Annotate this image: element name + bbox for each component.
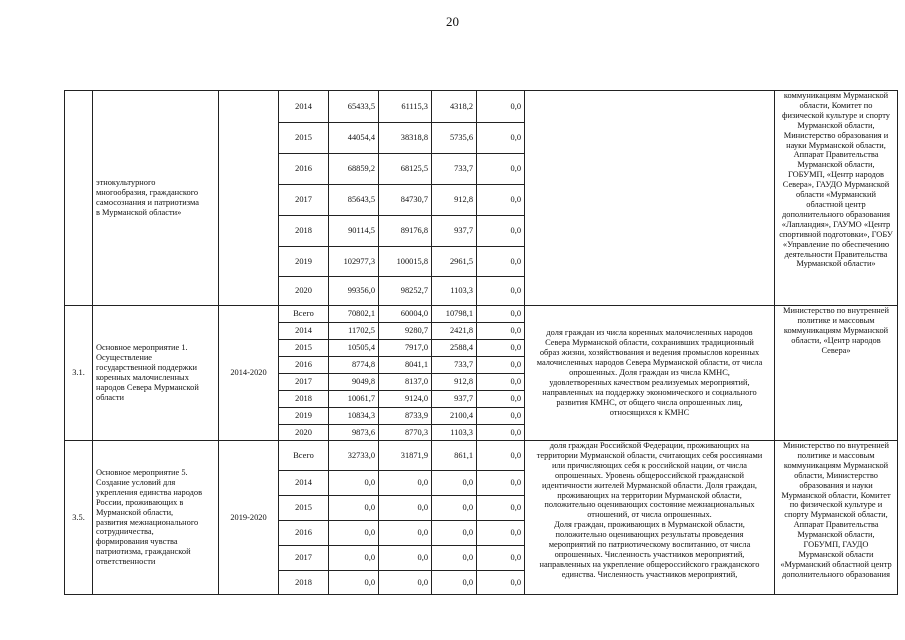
- executor-line: Севера», ГАУДО Мурманской: [782, 180, 890, 190]
- executor-line: политике и массовым: [797, 315, 875, 325]
- total-cell: 68859,2: [329, 154, 379, 185]
- executor-line: «Управление по обеспечению: [782, 239, 890, 249]
- executor-line: политике и массовым: [797, 450, 875, 460]
- executor-line: области «Мурманский: [796, 190, 876, 200]
- federal-budget-cell: 5735,6: [432, 123, 477, 154]
- year-cell: 2014: [279, 471, 329, 496]
- indicator-line: единства. Численность участников мероприятий,: [561, 569, 738, 579]
- executor-line: спортивной подготовки», ГОБУ: [779, 229, 893, 239]
- item-name-line: Осуществление: [96, 353, 153, 363]
- regional-budget-cell: 8770,3: [379, 425, 432, 441]
- year-cell: 2018: [279, 571, 329, 595]
- indicator-line: проживающих на территории Мурманской области,: [557, 490, 742, 500]
- regional-budget-cell: 89176,8: [379, 216, 432, 247]
- year-cell: 2017: [279, 374, 329, 391]
- total-cell: 11702,5: [329, 323, 379, 340]
- federal-budget-cell: 861,1: [432, 441, 477, 471]
- executor-line: Министерство по внутренней: [783, 441, 889, 450]
- executor-line: деятельности Правительства: [784, 249, 888, 259]
- table-row: [65, 441, 898, 471]
- total-cell: 44054,4: [329, 123, 379, 154]
- indicator-cell: [525, 91, 775, 306]
- item-name-line: народов Севера Мурманской: [96, 382, 199, 392]
- indicator-cell: [525, 306, 775, 441]
- total-cell: 0,0: [329, 471, 379, 496]
- federal-budget-cell: 912,8: [432, 185, 477, 216]
- executor-line: по физической культуре и: [789, 500, 883, 510]
- table-row: [65, 306, 898, 323]
- executor-line: Мурманской области, Комитет: [781, 490, 891, 500]
- executor-line: дополнительного образования: [782, 209, 890, 219]
- indicator-line: развития КМНС, от общего числа опрошенных лиц,: [556, 397, 743, 407]
- item-name-line: укрепления единства народов: [96, 487, 203, 497]
- item-name-line: этнокультурного: [96, 178, 156, 188]
- executors-cell: [775, 306, 898, 441]
- year-cell: 2016: [279, 521, 329, 546]
- regional-budget-cell: 0,0: [379, 571, 432, 595]
- federal-budget-cell: 937,7: [432, 216, 477, 247]
- total-cell: 102977,3: [329, 247, 379, 277]
- executor-line: Аппарат Правительства: [793, 520, 879, 530]
- regional-budget-cell: 0,0: [379, 471, 432, 496]
- item-number-cell: [65, 91, 93, 306]
- indicator-line: образ жизни, хозяйствования и ведения промыслов коренных: [539, 348, 760, 358]
- regional-budget-cell: 9124,0: [379, 391, 432, 408]
- indicator-line: мероприятий по патриотическому воспитанию, от числа: [548, 540, 751, 550]
- other-sources-cell: 0,0: [477, 216, 525, 247]
- federal-budget-cell: 2100,4: [432, 408, 477, 425]
- executor-line: дополнительного образования: [782, 569, 890, 579]
- executors-cell: [775, 441, 898, 595]
- item-name-line: сотрудничества,: [96, 527, 154, 537]
- total-cell: 0,0: [329, 571, 379, 595]
- executor-line: области, Комитет по: [799, 100, 873, 110]
- regional-budget-cell: 84730,7: [379, 185, 432, 216]
- item-name-line: России, проживающих в: [96, 497, 184, 507]
- item-name-line: Мурманской области,: [96, 507, 174, 517]
- indicator-line: опрошенных. Численность участников мероприятий,: [554, 549, 745, 559]
- regional-budget-cell: 68125,5: [379, 154, 432, 185]
- regional-budget-cell: 8733,9: [379, 408, 432, 425]
- executor-line: физической культуре и спорту: [782, 110, 890, 120]
- year-cell: Всего: [279, 441, 329, 471]
- executor-line: «Лапландия», ГАУМО «Центр: [781, 219, 891, 229]
- other-sources-cell: 0,0: [477, 408, 525, 425]
- table-row: [65, 91, 898, 123]
- other-sources-cell: 0,0: [477, 496, 525, 521]
- other-sources-cell: 0,0: [477, 306, 525, 323]
- executor-line: областной центр: [806, 199, 866, 209]
- item-name-line: государственной поддержки: [96, 363, 197, 373]
- total-cell: 85643,5: [329, 185, 379, 216]
- federal-budget-cell: 2421,8: [432, 323, 477, 340]
- indicator-line: удовлетворенных качеством реализуемых мероприятий,: [549, 377, 750, 387]
- table-body: [65, 91, 898, 595]
- total-cell: 0,0: [329, 521, 379, 546]
- other-sources-cell: 0,0: [477, 441, 525, 471]
- other-sources-cell: 0,0: [477, 247, 525, 277]
- year-cell: 2016: [279, 357, 329, 374]
- indicator-line: доля граждан Российской Федерации, проживающих на: [549, 441, 750, 450]
- year-cell: 2020: [279, 425, 329, 441]
- year-cell: 2014: [279, 91, 329, 123]
- executor-line: коммуникациям Мурманской: [783, 91, 889, 100]
- item-name-line: формирования чувства: [96, 537, 178, 547]
- federal-budget-cell: 912,8: [432, 374, 477, 391]
- total-cell: 10061,7: [329, 391, 379, 408]
- item-name-line: многообразия, гражданского: [96, 188, 199, 198]
- item-name-cell: [93, 91, 219, 306]
- federal-budget-cell: 10798,1: [432, 306, 477, 323]
- indicator-line: идентичности жителей Мурманской области. Доля граждан,: [541, 480, 758, 490]
- indicator-line: относящихся к КМНС: [609, 407, 690, 417]
- total-cell: 90114,5: [329, 216, 379, 247]
- executor-line: Мурманской области»: [796, 259, 876, 269]
- executor-line: Мурманской области,: [797, 160, 875, 170]
- total-cell: 9873,6: [329, 425, 379, 441]
- page-number: 20: [446, 14, 459, 29]
- regional-budget-cell: 0,0: [379, 521, 432, 546]
- executor-line: Мурманской области,: [797, 530, 875, 540]
- executor-line: коммуникациям Мурманской: [783, 460, 889, 470]
- executor-line: ГОБУМП, ГАУДО: [803, 540, 869, 550]
- indicator-line: направленных на поддержку экономического и социального: [542, 387, 757, 397]
- period-cell: 2019-2020: [219, 441, 279, 595]
- regional-budget-cell: 98252,7: [379, 277, 432, 306]
- executor-line: Мурманской области: [798, 549, 874, 559]
- federal-budget-cell: 733,7: [432, 357, 477, 374]
- total-cell: 70802,1: [329, 306, 379, 323]
- federal-budget-cell: 1103,3: [432, 425, 477, 441]
- regional-budget-cell: 9280,7: [379, 323, 432, 340]
- federal-budget-cell: 937,7: [432, 391, 477, 408]
- other-sources-cell: 0,0: [477, 521, 525, 546]
- indicator-line: опрошенных. Уровень общероссийской гражданской: [554, 470, 745, 480]
- regional-budget-cell: 8041,1: [379, 357, 432, 374]
- other-sources-cell: 0,0: [477, 391, 525, 408]
- indicator-line: или причисляющих себя к российской нации, от числа: [551, 460, 748, 470]
- item-name-line: коренных малочисленных: [96, 373, 189, 382]
- federal-budget-cell: 0,0: [432, 571, 477, 595]
- item-number-cell: 3.5.: [65, 441, 93, 595]
- indicator-line: малочисленных народов Севера Мурманской области, от числа: [536, 358, 763, 368]
- item-name-cell: [93, 306, 219, 441]
- year-cell: 2019: [279, 247, 329, 277]
- indicator-line: отношений, от числа опрошенных.: [587, 510, 712, 520]
- year-cell: 2018: [279, 391, 329, 408]
- executor-line: Севера»: [821, 345, 851, 355]
- item-name-line: области: [96, 392, 124, 402]
- federal-budget-cell: 4318,2: [432, 91, 477, 123]
- executors-cell: [775, 91, 898, 306]
- year-cell: 2016: [279, 154, 329, 185]
- executor-line: Мурманской области,: [797, 120, 875, 130]
- executor-line: Аппарат Правительства: [793, 150, 879, 160]
- item-name-line: Основное мероприятие 5.: [96, 467, 188, 477]
- executor-line: коммуникациям Мурманской: [783, 325, 889, 335]
- regional-budget-cell: 100015,8: [379, 247, 432, 277]
- indicator-line: Доля граждан, проживающих в Мурманской области,: [554, 520, 745, 530]
- item-name-line: самосознания и патриотизма: [96, 198, 199, 207]
- federal-budget-cell: 1103,3: [432, 277, 477, 306]
- indicator-line: доля граждан из числа коренных малочисленных народов: [546, 328, 753, 338]
- regional-budget-cell: 8137,0: [379, 374, 432, 391]
- federal-budget-cell: 0,0: [432, 471, 477, 496]
- executor-line: образования и науки: [799, 480, 873, 490]
- federal-budget-cell: 0,0: [432, 546, 477, 571]
- regional-budget-cell: 0,0: [379, 496, 432, 521]
- indicator-cell: [525, 441, 775, 595]
- year-cell: 2020: [279, 277, 329, 306]
- total-cell: 10834,3: [329, 408, 379, 425]
- federal-budget-cell: 0,0: [432, 496, 477, 521]
- total-cell: 0,0: [329, 496, 379, 521]
- indicator-line: положительно оценивающих результаты проведения: [555, 530, 744, 540]
- other-sources-cell: 0,0: [477, 154, 525, 185]
- federal-budget-cell: 2961,5: [432, 247, 477, 277]
- period-cell: [219, 91, 279, 306]
- item-name-cell: [93, 441, 219, 595]
- federal-budget-cell: 733,7: [432, 154, 477, 185]
- other-sources-cell: 0,0: [477, 277, 525, 306]
- year-cell: 2015: [279, 340, 329, 357]
- item-name-line: развития межнационального: [96, 517, 199, 527]
- year-cell: 2017: [279, 546, 329, 571]
- item-name-line: Основное мероприятие 1.: [96, 343, 188, 353]
- total-cell: 32733,0: [329, 441, 379, 471]
- regional-budget-cell: 0,0: [379, 546, 432, 571]
- period-cell: 2014-2020: [219, 306, 279, 441]
- other-sources-cell: 0,0: [477, 185, 525, 216]
- indicator-line: опрошенных. Доля граждан из числа КМНС,: [569, 368, 730, 378]
- regional-budget-cell: 60004,0: [379, 306, 432, 323]
- total-cell: 65433,5: [329, 91, 379, 123]
- other-sources-cell: 0,0: [477, 571, 525, 595]
- indicator-line: Севера Мурманской области, сохранивших традиционный: [545, 338, 754, 348]
- total-cell: 9049,8: [329, 374, 379, 391]
- other-sources-cell: 0,0: [477, 323, 525, 340]
- executor-line: Министерство по внутренней: [783, 306, 889, 315]
- year-cell: 2014: [279, 323, 329, 340]
- regional-budget-cell: 31871,9: [379, 441, 432, 471]
- executor-line: спорту Мурманской области,: [784, 510, 888, 520]
- item-name-line: ответственности: [96, 557, 156, 567]
- other-sources-cell: 0,0: [477, 471, 525, 496]
- indicator-line: территории Мурманской области, считающих себя россиянами: [536, 450, 763, 460]
- regional-budget-cell: 7917,0: [379, 340, 432, 357]
- year-cell: 2018: [279, 216, 329, 247]
- item-number-cell: 3.1.: [65, 306, 93, 441]
- indicator-line: положительно оценивающих состояние межнациональных: [544, 500, 755, 510]
- executor-line: области, Министерство: [794, 470, 878, 480]
- other-sources-cell: 0,0: [477, 546, 525, 571]
- federal-budget-cell: 0,0: [432, 521, 477, 546]
- other-sources-cell: 0,0: [477, 123, 525, 154]
- total-cell: 0,0: [329, 546, 379, 571]
- indicator-line: направленных на укрепление общероссийского гражданского: [539, 559, 760, 569]
- year-cell: 2015: [279, 123, 329, 154]
- item-name-line: Создание условий для: [96, 477, 176, 487]
- year-cell: Всего: [279, 306, 329, 323]
- year-cell: 2019: [279, 408, 329, 425]
- federal-budget-cell: 2588,4: [432, 340, 477, 357]
- total-cell: 8774,8: [329, 357, 379, 374]
- regional-budget-cell: 38318,8: [379, 123, 432, 154]
- other-sources-cell: 0,0: [477, 374, 525, 391]
- total-cell: 10505,4: [329, 340, 379, 357]
- year-cell: 2015: [279, 496, 329, 521]
- executor-line: Министерство образования и: [783, 130, 889, 140]
- item-name-line: в Мурманской области»: [96, 207, 182, 217]
- total-cell: 99356,0: [329, 277, 379, 306]
- year-cell: 2017: [279, 185, 329, 216]
- item-name-line: патриотизма, гражданской: [96, 547, 191, 557]
- other-sources-cell: 0,0: [477, 91, 525, 123]
- executor-line: науки Мурманской области,: [786, 140, 886, 150]
- executor-line: области, «Центр народов: [791, 335, 881, 345]
- other-sources-cell: 0,0: [477, 357, 525, 374]
- budget-table: [64, 90, 898, 595]
- other-sources-cell: 0,0: [477, 340, 525, 357]
- executor-line: «Мурманский областной центр: [780, 559, 892, 569]
- executor-line: ГОБУМП, «Центр народов: [787, 170, 885, 180]
- regional-budget-cell: 61115,3: [379, 91, 432, 123]
- other-sources-cell: 0,0: [477, 425, 525, 441]
